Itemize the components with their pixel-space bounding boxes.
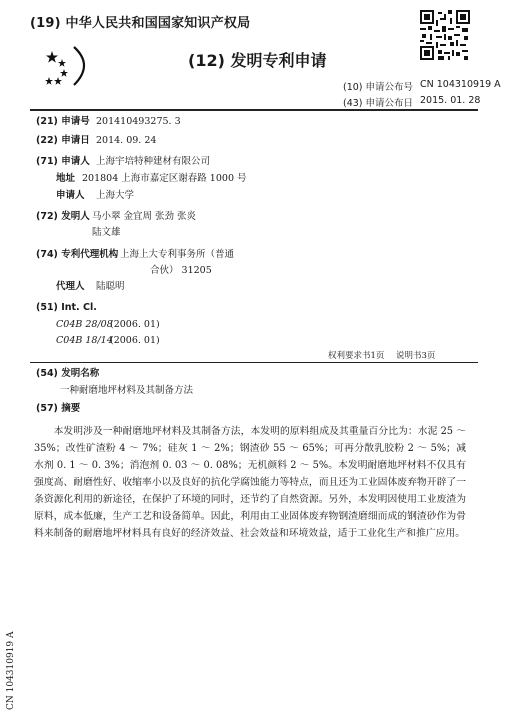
invention-title: 一种耐磨地坪材料及其制备方法 <box>60 385 194 396</box>
app-date-label: (22) 申请日 <box>36 135 90 146</box>
intcl1-code: C04B 28/08 <box>56 319 113 330</box>
pub-no-label: (10) 申请公布号 <box>343 82 414 93</box>
pub-no-value: CN 104310919 A <box>420 79 501 90</box>
pub-date-value: 2015. 01. 28 <box>420 95 481 106</box>
sipo-logo <box>38 45 94 87</box>
agent-value: 陆聪明 <box>96 281 125 292</box>
intcl1-date: (2006. 01) <box>110 319 160 330</box>
agent-label: 代理人 <box>56 281 85 292</box>
intcl-label: (51) Int. Cl. <box>36 302 97 313</box>
applicant1-label: (71) 申请人 <box>36 156 90 167</box>
pub-date-label: (43) 申请公布日 <box>343 98 414 109</box>
app-no-value: 201410493275. 3 <box>96 116 181 127</box>
inventors-label: (72) 发明人 <box>36 211 90 222</box>
agency-line1: 上海上大专利事务所（普通 <box>120 249 235 260</box>
office-name: (19) 中华人民共和国国家知识产权局 <box>30 16 251 31</box>
document-type: (12) 发明专利申请 <box>188 51 327 70</box>
address-label: 地址 <box>56 173 76 184</box>
inventors-line1: 马小翠 金宜周 张劲 张炎 <box>92 211 197 222</box>
agency-line2: 合伙） 31205 <box>150 265 212 276</box>
title-label: (54) 发明名称 <box>36 368 100 379</box>
bib-divider <box>30 362 478 363</box>
applicant2-label: 申请人 <box>56 190 85 201</box>
inventors-line2: 陆文雄 <box>92 227 121 238</box>
claims-pages: 权利要求书1页 <box>328 351 385 361</box>
intcl2-date: (2006. 01) <box>110 335 160 346</box>
abstract-label: (57) 摘要 <box>36 403 81 414</box>
description-pages: 说明书3页 <box>396 351 436 361</box>
abstract-text: 本发明涉及一种耐磨地坪材料及其制备方法，本发明的原料组成及其重量百分比为：水泥 25 ～ 35%；改性矿渣粉 4 ～ 7%；硅灰 1 ～ 2%；钢渣砂 55 ～ 65%；可再分散乳胶粉 2 ～ 5%；减水剂 0. 1 ～ 0. 3%；消泡剂 0. 03 ～ 0. 08%；无机颜料 2 ～ 5%。本发明耐磨地坪材料不仅具有强度高、耐磨性好、收缩率小以及良好的抗化学腐蚀能力等特点，而且还为工业固体废弃物开辟了一条资源化利用的新途径，在保护了环境的同时，还节约了自然资源。另外，本发明因使用工业废渣为原料，成本低廉，生产工艺和设备简单。因此，利用由工业固体废弃物钢渣磨细而成的钢渣砂作为骨料来制备的耐磨地坪材料具有良好的经济效益、社会效益和环境效益，适于工业化生产和推广应用。 <box>34 426 466 539</box>
side-pub-number: CN 104310919 A <box>6 631 16 710</box>
app-no-label: (21) 申请号 <box>36 116 90 127</box>
intcl2-code: C04B 18/14 <box>56 335 113 346</box>
app-date-value: 2014. 09. 24 <box>96 135 157 146</box>
address-value: 201804 上海市嘉定区谢春路 1000 号 <box>82 173 247 184</box>
header-divider <box>30 109 478 111</box>
applicant2-value: 上海大学 <box>96 190 135 201</box>
agency-label: (74) 专利代理机构 <box>36 249 119 260</box>
applicant1-value: 上海宇培特种建材有限公司 <box>96 156 211 167</box>
qr-code-icon <box>420 10 470 60</box>
